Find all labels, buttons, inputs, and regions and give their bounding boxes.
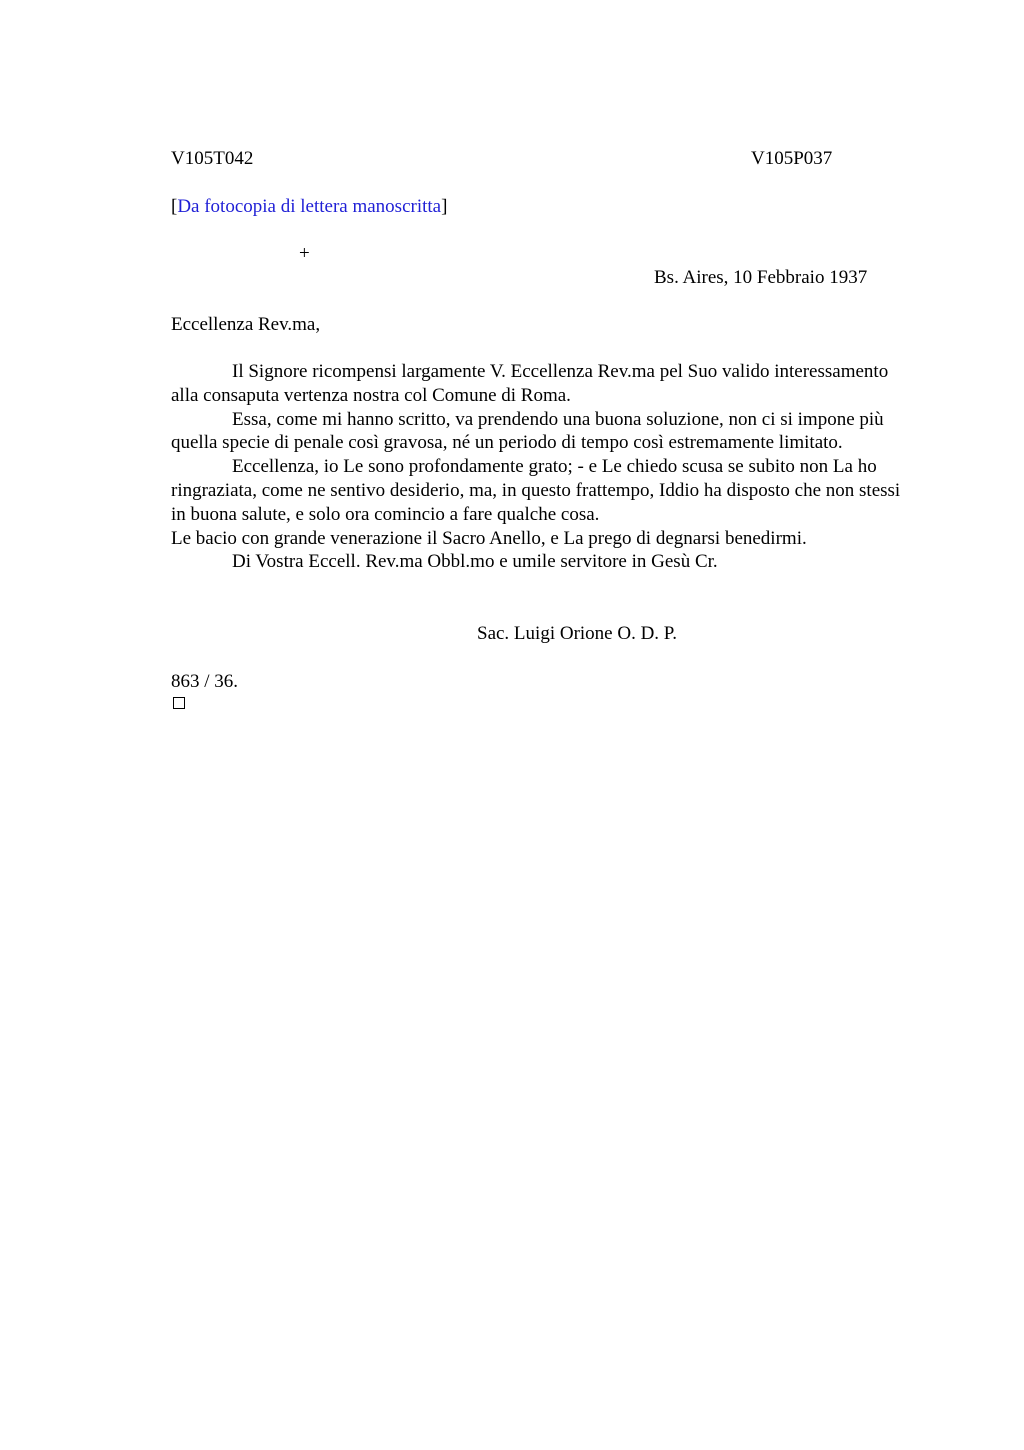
source-note [171,195,447,219]
body-paragraph: Eccellenza, io Le sono profondamente grato; - e Le chiedo scusa se subito non La ho ringraziata, come ne sentivo desiderio, ma, in questo frattempo, Iddio ha disposto che non stessi in buona salute, e solo ora comincio a fare qualche cosa. [171,456,901,525]
salutation: Eccellenza Rev.ma, [171,314,321,335]
letter-body [171,360,916,574]
source-note-open-bracket: [ [171,196,178,217]
header-left-code: V105T042 [171,148,254,169]
header-right-code: V105P037 [751,148,833,169]
empty-checkbox-icon [173,697,185,709]
body-paragraph: Essa, come mi hanno scritto, va prendendo una buona soluzione, non ci si impone più quella specie di penale così gravosa, né un periodo di tempo così estremamente limitato. [171,408,884,454]
closing-line: Di Vostra Eccell. Rev.ma Obbl.mo e umile servitore in Gesù Cr. [232,551,718,573]
signature: Sac. Luigi Orione O. D. P. [477,623,678,644]
source-note-link[interactable]: Da fotocopia di lettera manoscritta [177,196,442,217]
source-note-close-bracket: ] [441,196,448,217]
cross-symbol: + [299,243,310,264]
body-paragraph: Il Signore ricompensi largamente V. Eccellenza Rev.ma pel Suo valido interessamento alla consaputa vertenza nostra col Comune di Roma. [171,361,889,406]
body-paragraph: Le bacio con grande venerazione il Sacro Anello, e La prego di degnarsi benedirmi. [171,527,807,549]
place-date: Bs. Aires, 10 Febbraio 1937 [654,267,868,288]
protocol-number: 863 / 36. [171,671,239,692]
